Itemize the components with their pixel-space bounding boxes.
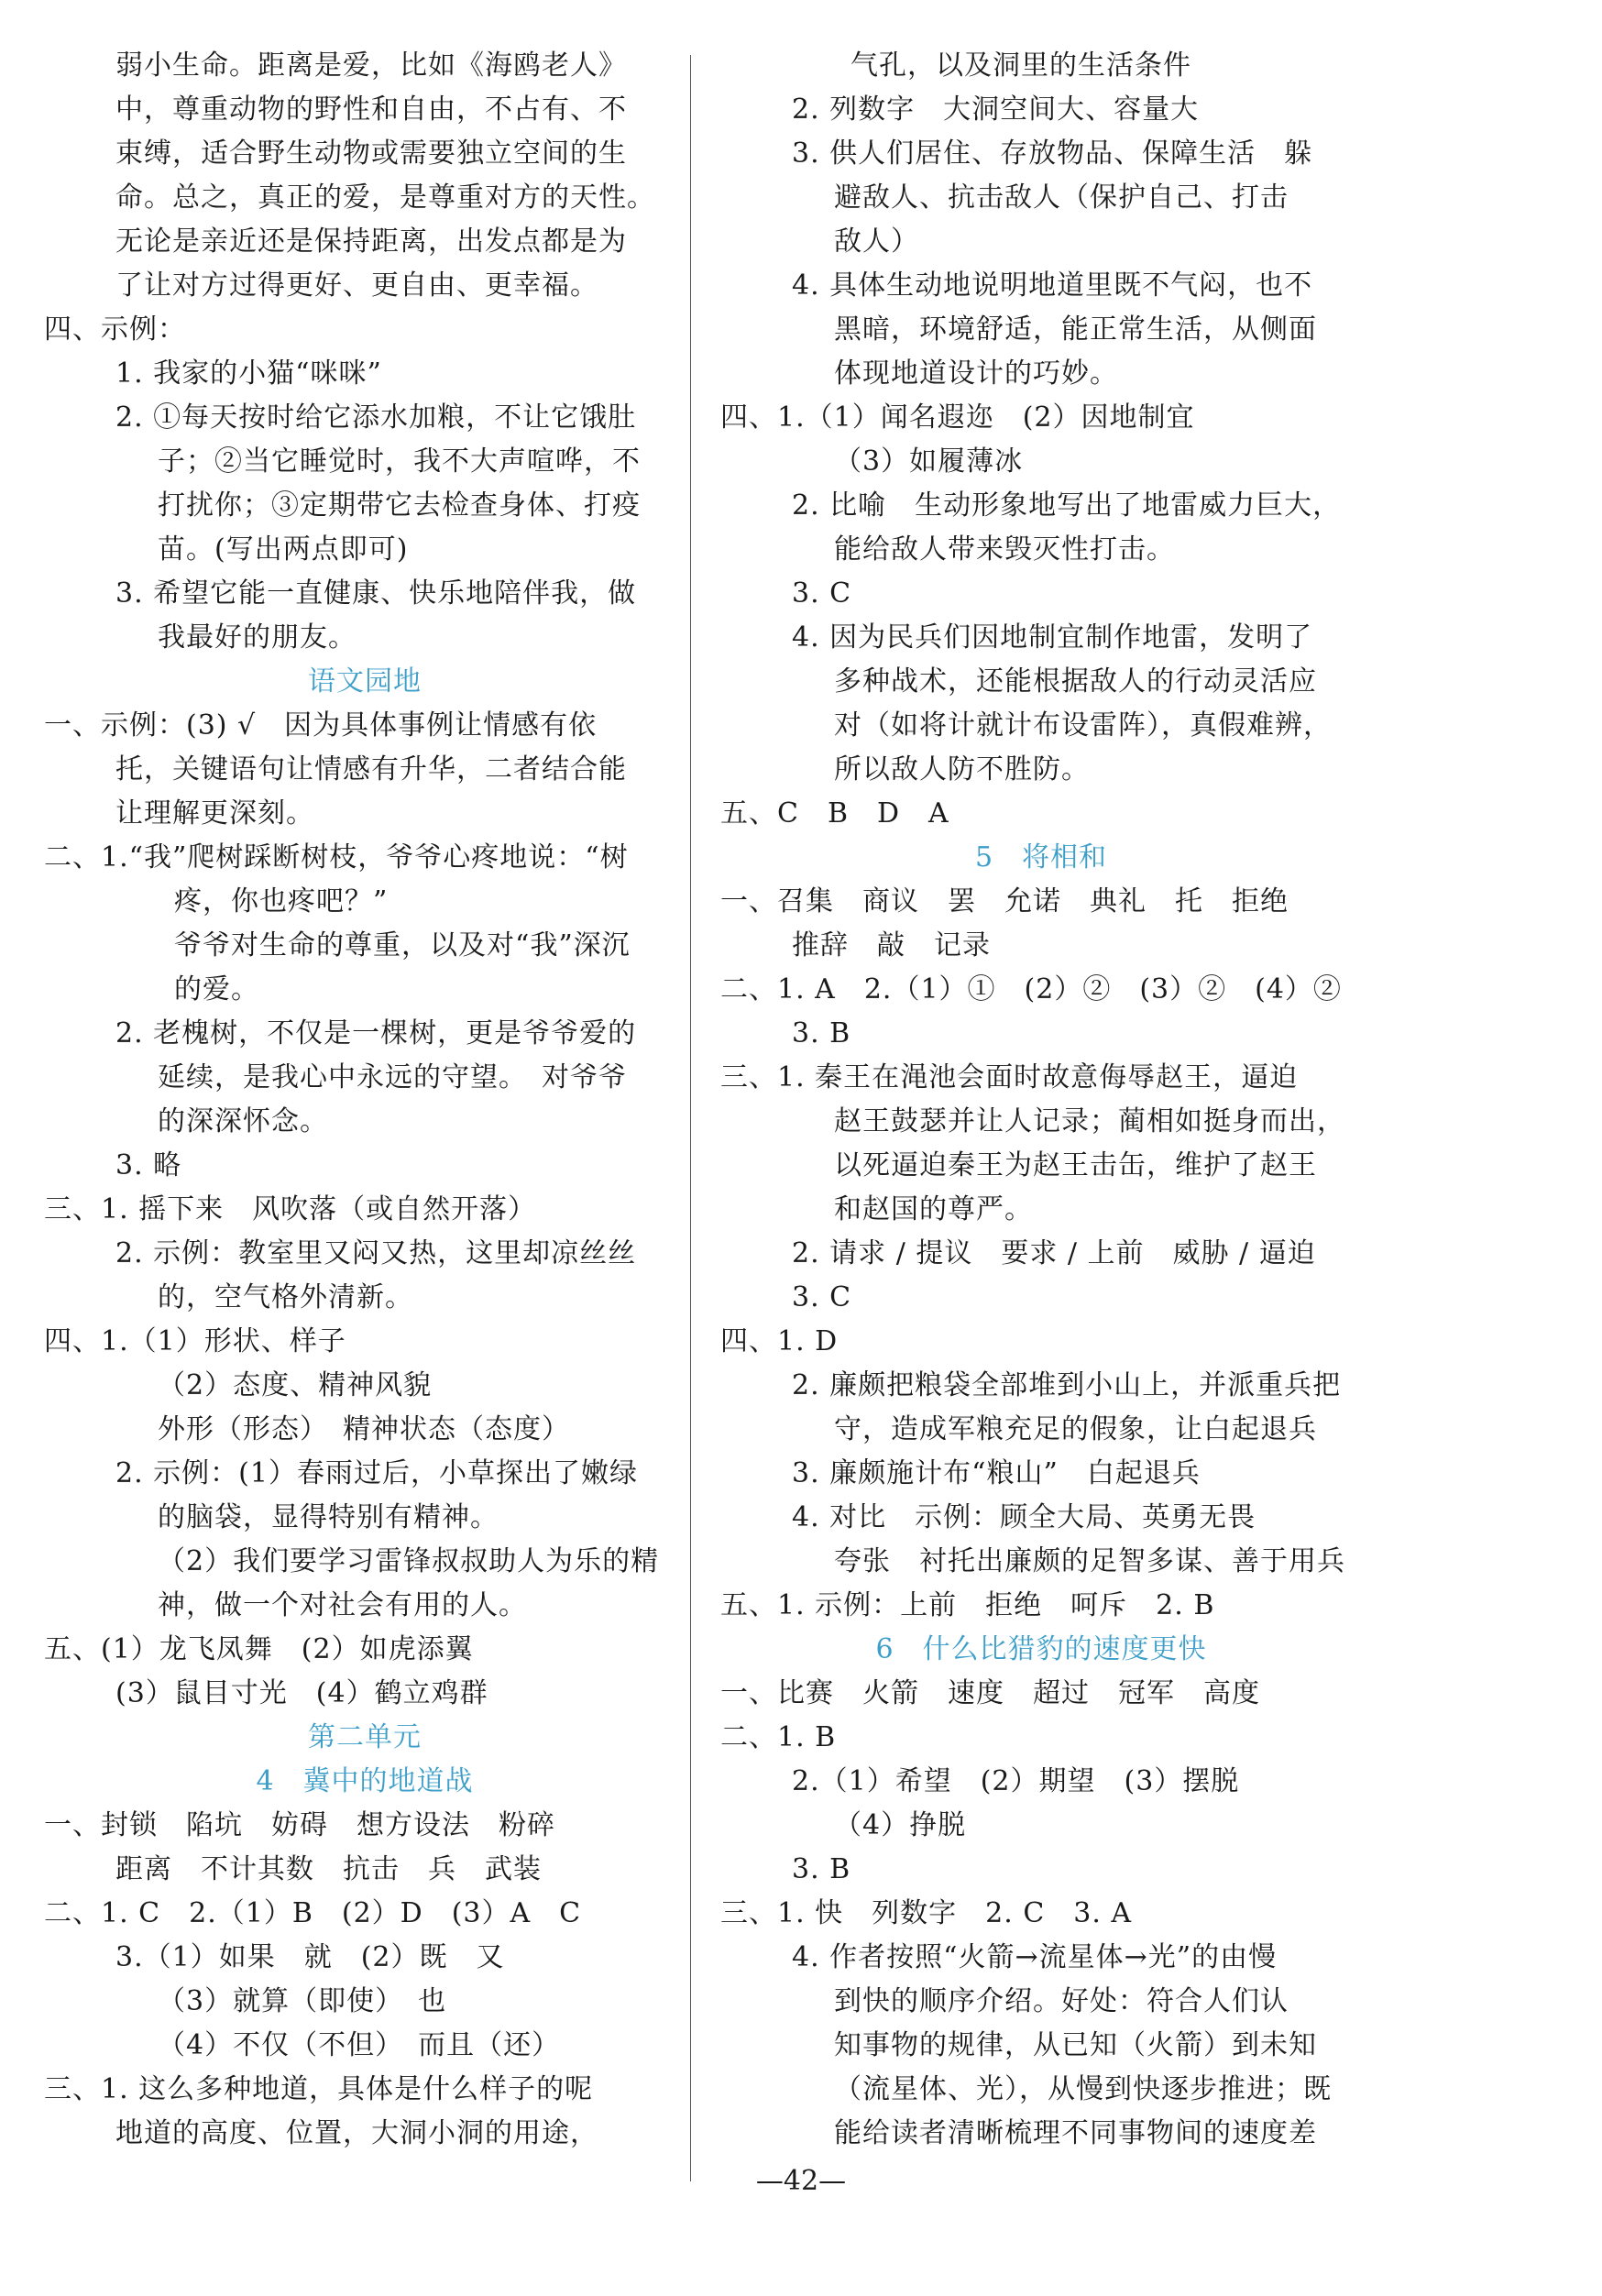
answer-line: 能给敌人带来毁灭性打击。 (834, 533, 1175, 566)
answer-line: 五、C B D A (720, 797, 949, 829)
answer-line: 守，造成军粮充足的假象，让白起退兵 (834, 1413, 1317, 1445)
answer-line: （2）态度、精神风貌 (158, 1369, 433, 1401)
answer-line: 的爱。 (174, 973, 259, 1005)
answer-line: 1. 我家的小猫“咪咪” (115, 357, 382, 390)
answer-line: 四、1.（1）闻名遐迩 (2）因地制宜 (720, 401, 1195, 434)
answer-line: 4. 作者按照“火箭→流星体→光”的由慢 (792, 1941, 1278, 1973)
answer-line: (3）鼠目寸光 (4）鹤立鸡群 (115, 1677, 488, 1709)
answer-line: 二、1. B (720, 1721, 837, 1753)
answer-line: 2. 示例：(1）春雨过后，小草探出了嫩绿 (115, 1457, 638, 1489)
answer-line: 一、召集 商议 罢 允诺 典礼 托 拒绝 (720, 885, 1289, 917)
answer-line: 多种战术，还能根据敌人的行动灵活应 (834, 665, 1317, 698)
answer-line: 以死逼迫秦王为赵王击缶，维护了赵王 (834, 1149, 1317, 1181)
answer-line: 夸张 衬托出廉颇的足智多谋、善于用兵 (834, 1545, 1345, 1577)
answer-line: 疼，你也疼吧？” (174, 885, 389, 917)
section-heading: 第二单元 (308, 1721, 422, 1753)
answer-line: 2. 廉颇把粮袋全部堆到小山上，并派重兵把 (792, 1369, 1342, 1401)
answer-line: 托，关键语句让情感有升华，二者结合能 (115, 753, 627, 785)
answer-line: （4）挣脱 (834, 1809, 967, 1841)
answer-line: 2. 列数字 大洞空间大、容量大 (792, 93, 1200, 126)
answer-line: 2.（1）希望 (2）期望 (3）摆脱 (792, 1765, 1240, 1797)
answer-line: 2. 请求 / 提议 要求 / 上前 威胁 / 逼迫 (792, 1237, 1316, 1269)
answer-line: 的，空气格外清新。 (158, 1281, 413, 1313)
answer-line: 弱小生命。距离是爱，比如《海鸥老人》 (115, 49, 627, 82)
answer-line: 二、1. C 2.（1）B (2）D (3）A C (44, 1897, 582, 1929)
answer-line: 知事物的规律，从已知（火箭）到未知 (834, 2029, 1317, 2061)
answer-line: 赵王鼓瑟并让人记录；蔺相如挺身而出， (834, 1105, 1345, 1137)
answer-line: 五、(1）龙飞凤舞 (2）如虎添翼 (44, 1633, 474, 1665)
answer-line: （4）不仅（不但） 而且（还） (158, 2029, 561, 2061)
answer-line: 3. 略 (115, 1149, 182, 1181)
answer-line: 3. 供人们居住、存放物品、保障生活 躲 (792, 137, 1313, 170)
left-column (44, 44, 686, 2156)
answer-line: 黑暗，环境舒适，能正常生活，从侧面 (834, 313, 1317, 346)
answer-line: 子；②当它睡觉时，我不大声喧哗，不 (158, 445, 641, 478)
answer-line: （2）我们要学习雷锋叔叔助人为乐的精 (158, 1545, 660, 1577)
answer-line: 3.（1）如果 就 (2）既 又 (115, 1941, 505, 1973)
answer-line: 四、1. D (720, 1325, 839, 1357)
answer-line: 打扰你；③定期带它去检查身体、打疫 (158, 489, 641, 522)
answer-line: 推辞 敲 记录 (792, 929, 991, 961)
answer-line: （流星体、光），从慢到快逐步推进；既 (834, 2073, 1332, 2105)
section-heading: 4 冀中的地道战 (256, 1765, 474, 1797)
answer-line: 三、1. 摇下来 风吹落（或自然开落） (44, 1193, 537, 1225)
answer-line: 四、1.（1）形状、样子 (44, 1325, 346, 1357)
answer-line: （3）如履薄冰 (834, 445, 1024, 478)
answer-line: 中，尊重动物的野性和自由，不占有、不 (115, 93, 627, 126)
answer-line: 避敌人、抗击敌人（保护自己、打击 (834, 181, 1289, 214)
answer-line: 二、1. A 2.（1）① (2）② (3）② (4）② (720, 973, 1342, 1005)
answer-line: 地道的高度、位置，大洞小洞的用途， (115, 2117, 598, 2149)
column-divider (690, 55, 691, 2181)
answer-line: 无论是亲近还是保持距离，出发点都是为 (115, 225, 627, 258)
answer-line: 距离 不计其数 抗击 兵 武装 (115, 1853, 542, 1885)
answer-line: 2. 老槐树，不仅是一棵树，更是爷爷爱的 (115, 1017, 637, 1049)
answer-line: 的脑袋，显得特别有精神。 (158, 1501, 499, 1533)
answer-line: 和赵国的尊严。 (834, 1193, 1033, 1225)
page-number: —42— (755, 2165, 847, 2197)
answer-line: 对（如将计就计布设雷阵），真假难辨， (834, 709, 1332, 742)
answer-line: 3. C (792, 577, 852, 610)
answer-line: 神，做一个对社会有用的人。 (158, 1589, 527, 1621)
answer-line: 三、1. 秦王在渑池会面时故意侮辱赵王，逼迫 (720, 1061, 1299, 1093)
answer-line: 所以敌人防不胜防。 (834, 753, 1090, 785)
right-column (720, 44, 1362, 2156)
answer-line: 敌人） (834, 225, 919, 258)
answer-line: 三、1. 快 列数字 2. C 3. A (720, 1897, 1133, 1929)
answer-line: 让理解更深刻。 (115, 797, 314, 829)
answer-line: 4. 因为民兵们因地制宜制作地雷，发明了 (792, 621, 1313, 654)
answer-line: 3. 廉颇施计布“粮山” 白起退兵 (792, 1457, 1201, 1489)
answer-line: 了让对方过得更好、更自由、更幸福。 (115, 269, 598, 302)
answer-line: 2. 示例：教室里又闷又热，这里却凉丝丝 (115, 1237, 637, 1269)
answer-line: 外形（形态） 精神状态（态度） (158, 1413, 570, 1445)
answer-line: 3. C (792, 1281, 852, 1313)
answer-line: 三、1. 这么多种地道，具体是什么样子的呢 (44, 2073, 594, 2105)
answer-line: 四、示例： (44, 313, 186, 346)
answer-line: 气孔，以及洞里的生活条件 (850, 49, 1191, 82)
answer-line: 体现地道设计的巧妙。 (834, 357, 1118, 390)
answer-line: 二、1.“我”爬树踩断树枝，爷爷心疼地说：“树 (44, 841, 629, 873)
answer-line: 我最好的朋友。 (158, 621, 357, 654)
section-heading: 5 将相和 (974, 841, 1108, 873)
answer-line: 到快的顺序介绍。好处：符合人们认 (834, 1985, 1289, 2017)
answer-line: 爷爷对生命的尊重，以及对“我”深沉 (174, 929, 631, 961)
answer-line: （3）就算（即使） 也 (158, 1985, 447, 2017)
section-heading: 语文园地 (308, 665, 422, 698)
answer-line: 能给读者清晰梳理不同事物间的速度差 (834, 2117, 1317, 2149)
answer-line: 五、1. 示例：上前 拒绝 呵斥 2. B (720, 1589, 1215, 1621)
answer-line: 延续，是我心中永远的守望。 对爷爷 (158, 1061, 627, 1093)
answer-line: 一、比赛 火箭 速度 超过 冠军 高度 (720, 1677, 1260, 1709)
answer-line: 4. 对比 示例：顾全大局、英勇无畏 (792, 1501, 1256, 1533)
section-heading: 6 什么比猎豹的速度更快 (875, 1633, 1207, 1665)
answer-line: 苗。(写出两点即可) (158, 533, 409, 566)
answer-line: 3. B (792, 1017, 851, 1049)
answer-line: 3. 希望它能一直健康、快乐地陪伴我，做 (115, 577, 637, 610)
answer-line: 束缚，适合野生动物或需要独立空间的生 (115, 137, 627, 170)
answer-line: 命。总之，真正的爱，是尊重对方的天性。 (115, 181, 655, 214)
answer-line: 的深深怀念。 (158, 1105, 328, 1137)
answer-line: 一、封锁 陷坑 妨碍 想方设法 粉碎 (44, 1809, 555, 1841)
answer-line: 4. 具体生动地说明地道里既不气闷，也不 (792, 269, 1313, 302)
answer-line: 3. B (792, 1853, 851, 1885)
answer-line: 2. ①每天按时给它添水加粮，不让它饿肚 (115, 401, 637, 434)
answer-line: 一、示例：(3) √ 因为具体事例让情感有依 (44, 709, 598, 742)
answer-line: 2. 比喻 生动形象地写出了地雷威力巨大， (792, 489, 1342, 522)
